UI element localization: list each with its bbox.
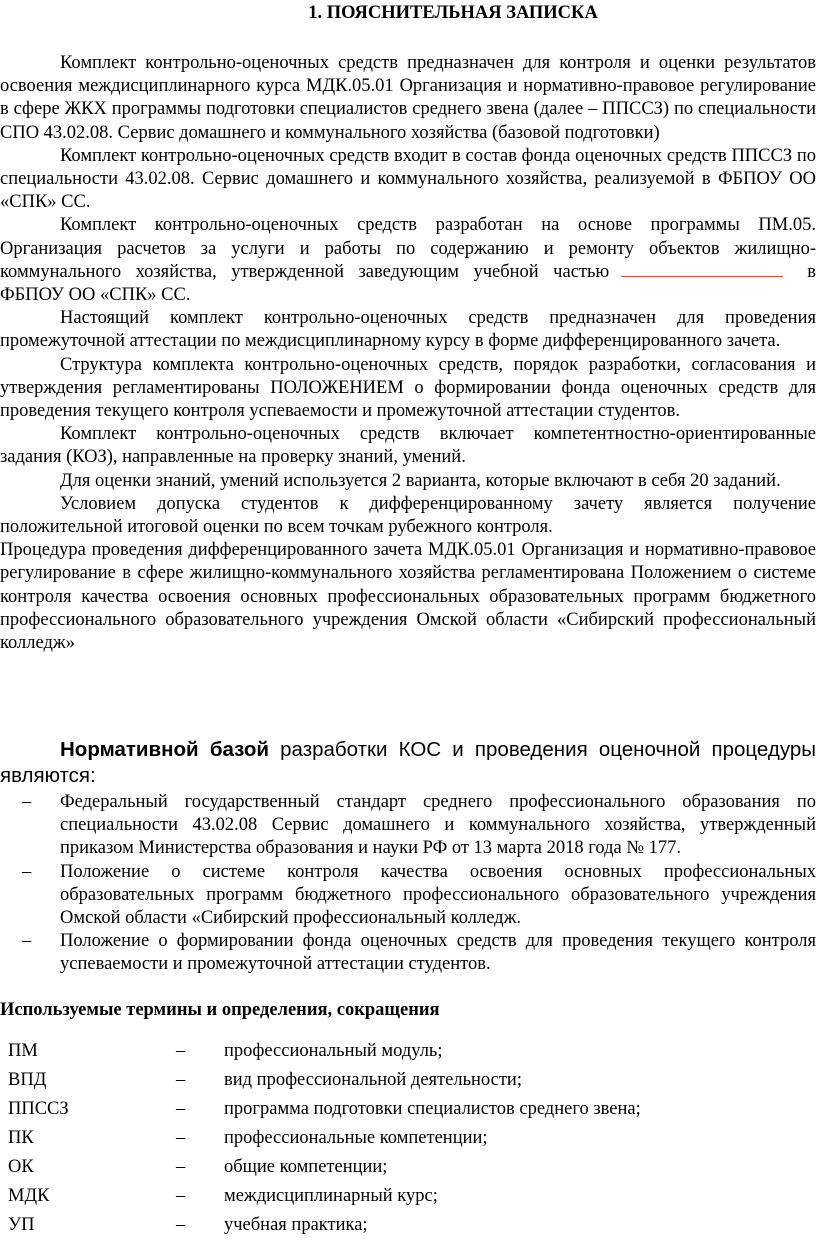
dash-bullet: – [22,792,32,812]
explanatory-note-body [0,52,816,655]
paragraph-purpose: Комплект контрольно-оценочных средств предназначен для контроля и оценки результатов освоения междисциплинарного курса МДК.05.01 Организация и нормативно-правовое регулирование в сфере ЖКХ программы подготовки специалистов среднего звена (далее – ППССЗ) по специальности СПО 43.02.08. Сервис домашнего и коммунального хозяйства (базовой подготовки) [0,53,816,143]
normative-documents-list [0,791,816,977]
term-abbreviation: ПМ [8,1041,38,1061]
term-abbreviation: ВПД [8,1070,47,1090]
term-definition: общие компетенции; [224,1157,388,1177]
term-abbreviation: ППССЗ [8,1099,69,1119]
term-separator: – [176,1099,186,1119]
paragraph-admission: Условием допуска студентов к дифференцированному зачету является получение положительной итоговой оценки по всем точкам рубежного контроля. [0,493,816,538]
table-row [0,1040,641,1069]
paragraph-variants: Для оценки знаний, умений используется 2 варианта, которые включают в себя 20 заданий. [60,470,781,491]
term-separator: – [176,1041,186,1061]
paragraph-fund: Комплект контрольно-оценочных средств входит в состав фонда оценочных средств ППССЗ по специальности 43.02.08. Сервис домашнего и коммунального хозяйства, реализуемой в ФБПОУ ОО «СПК» СС. [0,145,816,213]
term-abbreviation: МДК [8,1186,50,1206]
term-abbreviation: УП [8,1215,35,1235]
term-definition: программа подготовки специалистов среднего звена; [224,1099,641,1119]
table-row [0,1185,641,1214]
section-title: 1. ПОЯСНИТЕЛЬНАЯ ЗАПИСКА [308,3,598,23]
normative-basis-bold: Нормативной базой [60,738,269,761]
term-definition: междисциплинарный курс; [224,1186,438,1206]
paragraph-basis-program-text: Комплект контрольно-оценочных средств разработан на основе программы ПМ.05. Организация расчетов за услуги и работы по содержанию и ремонту объектов жилищно-коммунального хозяйства, утвержденной заведующим учебной частью [0,215,816,282]
list-item-text: Положение о формировании фонда оценочных средств для проведения текущего контроля успеваемости и промежуточной аттестации студентов. [60,931,816,975]
term-abbreviation: ОК [8,1157,34,1177]
term-definition: учебная практика; [224,1215,368,1235]
paragraph-basis-program-end: в ФБПОУ ОО «СПК» СС. [0,261,816,306]
list-item [0,930,816,976]
term-separator: – [176,1215,186,1235]
term-definition: профессиональный модуль; [224,1041,443,1061]
paragraph-basis-program [0,214,816,307]
paragraph-tasks: Комплект контрольно-оценочных средств включает компетентностно-ориентированные задания (КОЗ), направленные на проверку знаний, умений. [0,424,816,468]
term-abbreviation: ПК [8,1128,34,1148]
paragraph-attestation: Настоящий комплект контрольно-оценочных средств предназначен для проведения промежуточной аттестации по междисциплинарному курсу в форме дифференцированного зачета. [0,308,816,352]
table-row [0,1098,641,1127]
term-separator: – [176,1128,186,1148]
term-separator: – [176,1186,186,1206]
table-row [0,1127,641,1156]
normative-basis-rest: разработки КОС и проведения оценочной процедуры являются: [0,738,816,787]
list-item-text: Федеральный государственный стандарт среднего профессионального образования по специальности 43.02.08 Сервис домашнего и коммунального хозяйства, утвержденный приказом Министерства образования и науки РФ от 13 марта 2018 года № 177. [60,792,816,859]
list-item [0,861,816,931]
dash-bullet: – [22,861,32,882]
normative-basis-section [0,737,816,977]
table-row [0,1069,641,1098]
normative-basis-lead [0,737,816,789]
term-definition: вид профессиональной деятельности; [224,1070,522,1090]
list-item [0,791,816,861]
table-row [0,1156,641,1185]
paragraph-procedure: Процедура проведения дифференцированного зачета МДК.05.01 Организация и нормативно-правовое регулирование в сфере жилищно-коммунального хозяйства регламентирована Положением о системе контроля качества освоения основных профессиональных образовательных программ бюджетного профессионального образовательного учреждения Омской области «Сибирский профессиональный колледж» [0,540,816,654]
terms-heading: Используемые термины и определения, сокращения [0,1000,440,1020]
paragraph-structure: Структура комплекта контрольно-оценочных средств, порядок разработки, согласования и утверждения регламентированы ПОЛОЖЕНИЕМ о формировании фонда оценочных средств для проведения текущего контроля успеваемости и промежуточной аттестации студентов. [0,354,816,422]
table-row [0,1214,641,1243]
term-separator: – [176,1157,186,1177]
terms-table [0,1040,641,1243]
approval-blank-line [621,262,783,277]
dash-bullet: – [22,931,32,952]
list-item-text: Положение о системе контроля качества освоения основных профессиональных образовательных программ бюджетного профессионального образовательного учреждения Омской области «Сибирский профессиональный колледж. [60,861,816,929]
term-separator: – [176,1070,186,1090]
term-definition: профессиональные компетенции; [224,1128,488,1148]
